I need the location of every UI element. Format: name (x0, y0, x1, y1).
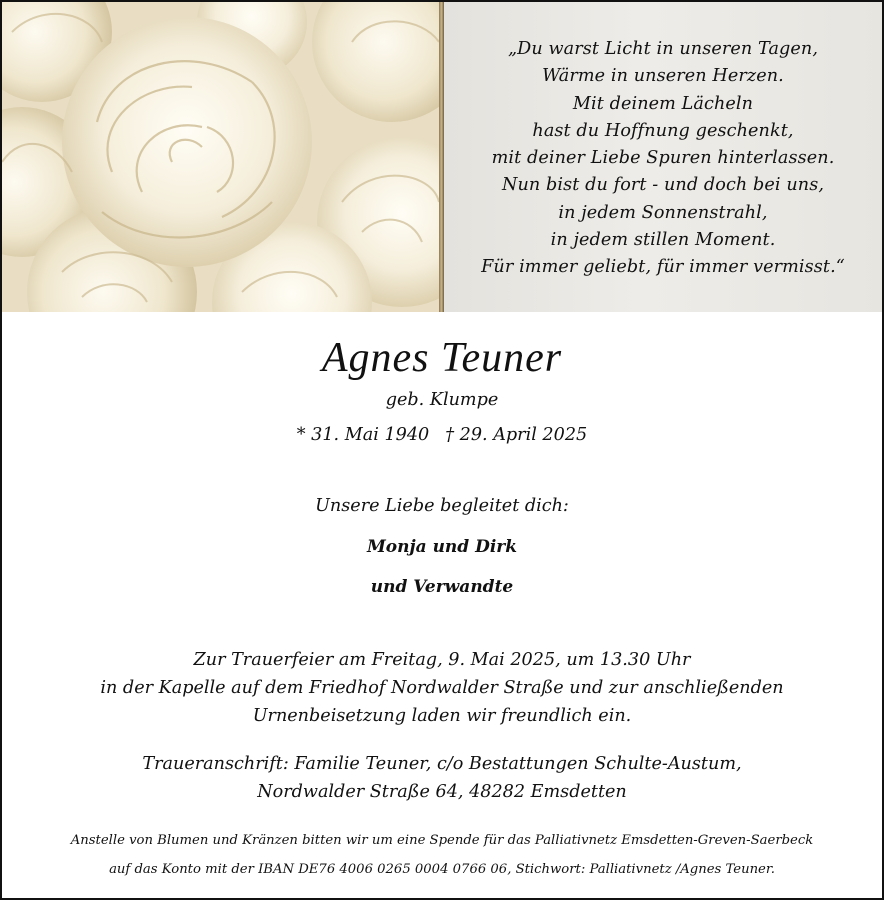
poem-line: Für immer geliebt, für immer vermisst.“ (481, 257, 845, 278)
poem-line: Nun bist du fort - und doch bei uns, (501, 175, 825, 196)
poem-line: mit deiner Liebe Spuren hinterlassen. (491, 148, 835, 169)
mourners-intro: Unsere Liebe begleitet dich: (315, 496, 569, 516)
address-line: Nordwalder Straße 64, 48282 Emsdetten (257, 782, 627, 802)
header-section (2, 2, 882, 312)
ceremony-line: in der Kapelle auf dem Friedhof Nordwalder Straße und zur anschließenden (100, 678, 784, 698)
poem-line: Mit deinem Lächeln (572, 93, 754, 114)
poem-line: „Du warst Licht in unseren Tagen, (507, 39, 819, 59)
poem (444, 36, 882, 282)
poem-panel (444, 2, 882, 312)
poem-line: in jedem stillen Moment. (550, 230, 776, 251)
white-roses-image (2, 2, 439, 312)
ceremony-line: Urnenbeisetzung laden wir freundlich ein. (252, 706, 632, 726)
poem-line: hast du Hoffnung geschenkt, (532, 120, 794, 141)
maiden-name: geb. Klumpe (385, 390, 499, 410)
birth-date: * 31. Mai 1940 (296, 425, 430, 445)
life-dates (2, 425, 882, 445)
mourners-relatives: und Verwandte (370, 577, 514, 597)
donation-line: auf das Konto mit der IBAN DE76 4006 0265 0004 0766 06, Stichwort: Palliativnetz /Agnes Teuner. (109, 862, 775, 877)
mourners-names: Monja und Dirk (366, 537, 518, 557)
ceremony-line: Zur Trauerfeier am Freitag, 9. Mai 2025, um 13.30 Uhr (193, 650, 691, 670)
poem-line: Wärme in unseren Herzen. (542, 66, 784, 87)
donation-line: Anstelle von Blumen und Kränzen bitten wir um eine Spende für das Palliativnetz Emsdetten-Greven-Saerbeck (70, 833, 814, 848)
death-date: † 29. April 2025 (445, 425, 588, 445)
poem-line: in jedem Sonnenstrahl, (558, 202, 768, 223)
address-line: Traueranschrift: Familie Teuner, c/o Bestattungen Schulte-Austum, (142, 754, 742, 774)
deceased-name: Agnes Teuner (321, 335, 563, 381)
